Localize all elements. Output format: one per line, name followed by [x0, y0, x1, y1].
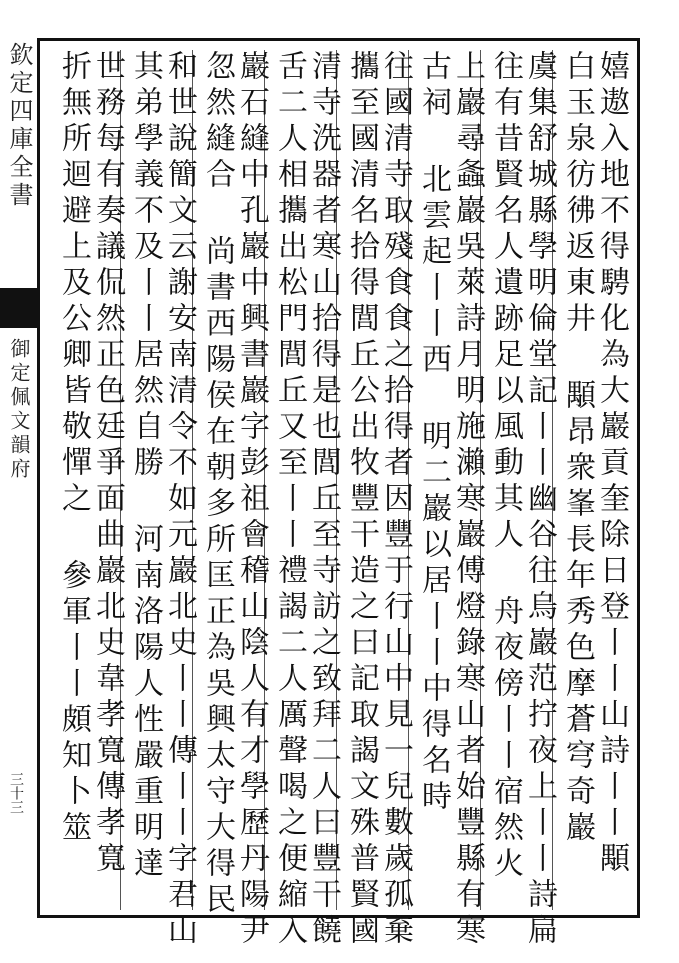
text-column: 清寺洗器者寒山拾得是也閭丘至寺訪之致拜二人曰豐干饒 [306, 50, 341, 950]
text-column: 舌二人相攜出松門閭丘又至丨丨禮謁二人厲聲喝之便縮入 [272, 50, 307, 950]
text-column: 古祠 北雲起丨丨西 明二巖以居丨丨中得名時 [416, 50, 451, 816]
text-column: 和世說簡文云謝安南清令不如元巖北史丨丨傳丨丨字君山 [162, 50, 197, 950]
text-column: 往國清寺取殘食食之拾得者因豐于行山中見一兒數歲孤棄 [378, 50, 413, 950]
text-column: 折無所迴避上及公卿皆敬憚之 參軍丨丨頗知卜筮 [56, 50, 91, 847]
text-column: 白玉泉彷彿返東井 顒昂衆峯長年秀色摩蒼穹奇巖 [560, 50, 595, 847]
text-column: 往有昔賢名人遺跡足以風動其人 舟夜傍丨丨宿然火 [488, 50, 523, 883]
section-title-label: 御定佩文韻府 [7, 338, 31, 482]
folio-number: 三十三 [8, 772, 24, 814]
text-column: 上巖尋螽巖吳萊詩月明施瀨寒巖傅燈錄寒山者始豐縣有寒 [450, 50, 485, 950]
text-column: 忽然縫合 尚書西陽侯在朝多所匡正為吳興太守大得民 [200, 50, 235, 919]
text-column: 攜至國清名拾得閭丘公出牧豐干造之曰記取謁文殊普賢國 [344, 50, 379, 950]
fishtail-mark [0, 288, 37, 328]
text-column: 巖石縫中孔巖中興書巖字彭祖會稽山陰人有才學歷丹陽尹 [234, 50, 269, 950]
text-column: 嬉遨入地不得騁化為大巖貢奎除日登丨丨山詩丨丨顒 [594, 50, 629, 878]
text-column: 其弟學義不及丨丨居然自勝 河南洛陽人性嚴重明達 [128, 50, 163, 883]
page-edge [0, 38, 40, 918]
book-title-label: 欽定四庫全書 [5, 42, 33, 210]
text-column: 虞集舒城縣學明倫堂記丨丨幽谷往烏巖范拧夜上丨丨詩扁 [522, 50, 557, 950]
text-column: 世務每有奏議侃然正色廷爭面曲巖北史韋孝寬傳孝寬 [90, 50, 125, 878]
